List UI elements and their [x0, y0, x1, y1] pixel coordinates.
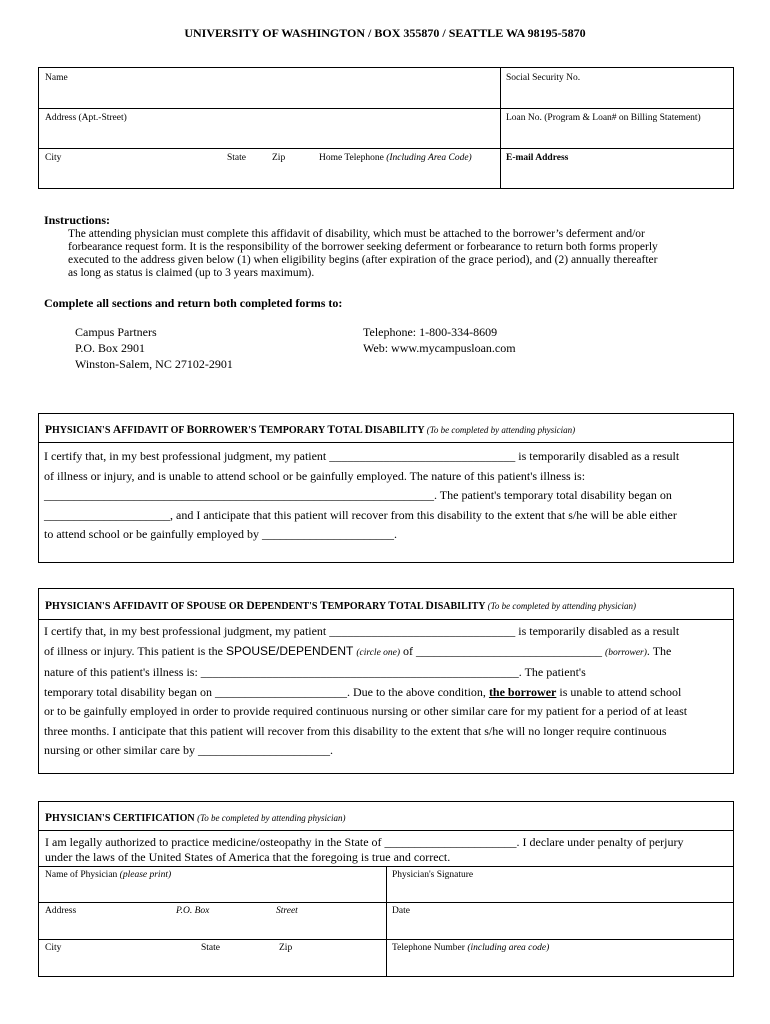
section2-body	[44, 622, 726, 761]
physician-city-field[interactable]: City	[45, 943, 62, 953]
home-telephone-label: Home Telephone	[319, 153, 384, 163]
borrower-note: (borrower)	[605, 647, 647, 658]
affidavit-line[interactable]: nature of this patient's illness is: _____________________________________________________. The patient's	[44, 665, 586, 679]
address-field[interactable]: Address (Apt.-Street)	[45, 113, 127, 123]
certification-line[interactable]: I am legally authorized to practice medicine/osteopathy in the State of ______________________. I declare under penalty of perjury	[45, 835, 684, 849]
city-field[interactable]: City	[45, 153, 62, 163]
please-print-note: (please print)	[119, 870, 172, 880]
physician-address-field[interactable]: Address	[45, 906, 77, 916]
date-field[interactable]: Date	[392, 906, 410, 916]
web-text: Web: www.mycampusloan.com	[363, 341, 516, 355]
telephone-text: Telephone: 1-800-334-8609	[363, 325, 498, 339]
address-line: Winston-Salem, NC 27102-2901	[75, 357, 233, 371]
section-title: PHYSICIAN'S AFFIDAVIT OF SPOUSE OR DEPENDENT'S TEMPORARY TOTAL DISABILITY (To be completed by attending physician)	[45, 600, 637, 612]
zip-field[interactable]: Zip	[272, 153, 286, 163]
address-line: P.O. Box 2901	[75, 341, 146, 355]
borrower-info-table	[38, 67, 734, 189]
contact-info	[363, 324, 516, 356]
certification-text	[45, 835, 683, 865]
section1-body	[44, 447, 726, 545]
affidavit-line: or to be gainfully employed in order to provide required continuous nursing or other similar care for my patient for a period of at least	[44, 704, 688, 718]
physician-telephone-field[interactable]: Telephone Number (including area code)	[392, 943, 550, 953]
physician-certification	[38, 801, 734, 977]
section-note: (To be completed by attending physician)	[197, 813, 346, 823]
instructions-line: executed to the address given below (1) when eligibility begins (after expiration of the grace period), and (2) annually thereafter	[68, 254, 658, 266]
affidavit-line[interactable]: I certify that, in my best professional judgment, my patient _______________________________ is temporarily disabled as a result	[44, 624, 680, 638]
instructions-heading: Instructions:	[44, 213, 111, 227]
street-label: Street	[276, 906, 298, 916]
affidavit-line[interactable]: _________________________________________________________________. The patient's temporary total disability began on	[44, 488, 672, 502]
loan-no-field[interactable]: Loan No. (Program & Loan# on Billing Statement)	[506, 113, 701, 123]
affidavit-line[interactable]: nursing or other similar care by ______________________.	[44, 743, 333, 757]
physician-zip-field[interactable]: Zip	[279, 943, 293, 953]
po-box-label: P.O. Box	[176, 906, 210, 916]
physician-state-field[interactable]: State	[201, 943, 220, 953]
state-field[interactable]: State	[227, 153, 246, 163]
physician-signature-field[interactable]: Physician's Signature	[392, 870, 474, 880]
affidavit-line[interactable]: _____________________, and I anticipate that this patient will recover from this disability to the extent that s/he will be able either	[44, 507, 677, 522]
name-field[interactable]: Name	[45, 73, 68, 83]
mailing-address	[75, 324, 233, 372]
affidavit-line: of illness or injury, and is unable to attend school or be gainfully employed. The nature of this patient's illness is:	[44, 468, 586, 483]
section-note: (To be completed by attending physician)	[426, 425, 576, 435]
instructions	[44, 213, 734, 280]
affidavit-line[interactable]: to attend school or be gainfully employed by ______________________.	[44, 527, 397, 541]
return-heading: Complete all sections and return both completed forms to:	[44, 296, 343, 310]
affidavit-line[interactable]: temporary total disability began on ______________________. Due to the above condition, the borrower is unable to attend school	[44, 684, 682, 699]
instructions-line: The attending physician must complete this affidavit of disability, which must be attached to the borrower’s deferment and/or	[68, 228, 645, 240]
address-line: Campus Partners	[75, 325, 157, 339]
section-note: (To be completed by attending physician)	[487, 601, 637, 611]
ssn-field[interactable]: Social Security No.	[506, 73, 581, 83]
physician-name-field[interactable]: Name of Physician (please print)	[45, 870, 172, 880]
email-field[interactable]: E-mail Address	[506, 153, 569, 163]
affidavit-line: three months. I anticipate that this patient will recover from this disability to the extent that s/he will no longer require continuous	[44, 723, 667, 738]
spouse-dependent-choice[interactable]: SPOUSE/DEPENDENT	[225, 643, 354, 658]
instructions-line: as long as status is claimed (up to 3 years maximum).	[68, 267, 315, 279]
section-title: PHYSICIAN'S CERTIFICATION (To be completed by attending physician)	[45, 812, 346, 824]
page-title: UNIVERSITY OF WASHINGTON / BOX 355870 / SEATTLE WA 98195-5870	[184, 26, 586, 40]
home-telephone-field[interactable]	[319, 153, 472, 163]
affidavit-line[interactable]: I certify that, in my best professional judgment, my patient _______________________________ is temporarily disabled as a result	[44, 449, 680, 463]
certification-line: under the laws of the United States of America that the foregoing is true and correct.	[45, 850, 451, 864]
instructions-line: forbearance request form. It is the responsibility of the borrower seeking deferment or forbearance to return both forms properly	[68, 241, 658, 253]
affidavit-line[interactable]: of illness or injury. This patient is the SPOUSE/DEPENDENT (circle one) of _______________________________ (borrower). The	[44, 643, 672, 658]
home-telephone-note: (Including Area Code)	[386, 153, 472, 163]
circle-one-note: (circle one)	[356, 647, 401, 658]
telephone-note: (including area code)	[467, 943, 550, 953]
section-title: PHYSICIAN'S AFFIDAVIT OF BORROWER'S TEMPORARY TOTAL DISABILITY (To be completed by attending physician)	[45, 424, 576, 436]
the-borrower-emphasis: the borrower	[488, 684, 557, 699]
